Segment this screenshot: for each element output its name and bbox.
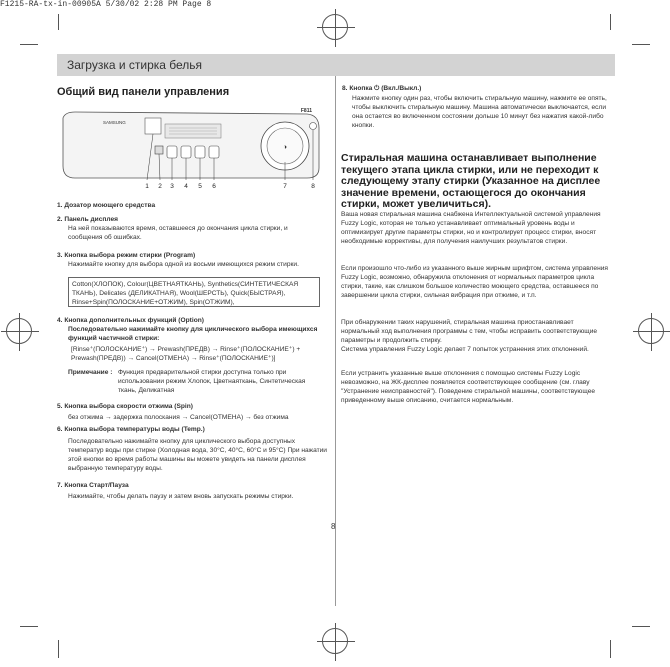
item-4-subtitle: Последовательно нажимайте кнопку для циклического выбора имеющихся функций частичной стирки: (68, 326, 318, 342)
program-list-box: Cotton(ХЛОПОК), Colour(ЦВЕТНАЯТКАНЬ), Synthetics(СИНТЕТИЧЕСКАЯ ТКАНЬ), Delicates (ДЕЛИКАТНАЯ), Wool(ШЕРСТЬ), Quick(БЫСТРАЯ), Rinse+Spin(ПОЛОСКАНИЕ+ОТЖИМ), Spin(ОТЖИМ), (68, 277, 320, 307)
option-cycle: [Rinse⁺(ПОЛОСКАНИЕ⁺) → Prewash(ПРЕДВ) → Rinse⁺(ПОЛОСКАНИЕ⁺) + Prewash(ПРЕДВ)) → Cancel(ОТМЕНА) → Rinse⁺(ПОЛОСКАНИЕ⁺)] (71, 346, 301, 362)
item-4-note: Функция предварительной стирки доступна только при использовании режим Хлопок, Цветнаяткань, Синтетическая ткань, Деликатная (118, 369, 306, 394)
fuzzy-paragraph-2: Если произошло что-либо из указанного выше жирным шрифтом, система управления Fuzzy Logic, возможно, обнаружила отклонения от нормальных параметров цикла стирки, такие, как слишком большое количество моющего средства, оставшееся по завершении цикла стирки, сильная вибрация при отжиме, и т.п. (341, 265, 608, 299)
registration-mark (322, 14, 348, 40)
detergent-drawer (145, 118, 161, 134)
item-8-text: Нажмите кнопку один раз, чтобы включить стиральную машину, нажмите ее опять, чтобы выключить стиральную машину. Машина автоматически выключается, если она остается во включенном состоянии дольше 10 минут без нажатия какой-либо кнопки. (352, 95, 607, 129)
print-header: F1215-RA-tx-in-00905A 5/30/02 2:28 PM Page 8 (0, 0, 212, 9)
item-6-text: Последовательно нажимайте кнопку для циклического выбора доступных температур воды при стирке (Холодная вода, 30°С, 40°С, 60°С и 95°С) При нажатии этой кнопки во время работы машины вы можете увидеть на панели дисплея выбранную температуру воды. (68, 438, 327, 472)
item-8-title: 8. Кнопка ⏻ (Вкл./Выкл.) (342, 85, 422, 92)
brand-label: SAMSUNG (103, 120, 126, 125)
callout-8: 8 (311, 183, 315, 190)
panel-heading: Общий вид панели управления (57, 86, 230, 98)
callout-5: 5 (198, 183, 202, 190)
crop-mark (632, 44, 650, 45)
item-2-text: На ней показываются время, оставшееся до окончания цикла стирки, и сообщения об ошибках. (68, 225, 288, 241)
model-label: F811 (300, 108, 312, 114)
control-panel-diagram (57, 102, 327, 194)
fuzzy-heading: Стиральная машина останавливает выполнение текущего этапа цикла стирки, или не переходит к следующему этапу стирки (Указанное на дисплее значение времени, остающегося до окончания стирки, может увеличиться). (341, 152, 601, 210)
crop-mark (58, 640, 59, 658)
callout-7: 7 (283, 183, 287, 190)
item-6-title: 6. Кнопка выбора температуры воды (Temp.) (57, 426, 205, 433)
item-3-text: Нажимайте кнопку для выбора одной из восьми имеющихся режим стирки. (68, 261, 299, 268)
item-4-title: 4. Кнопка дополнительных функций (Option) (57, 317, 204, 324)
item-7-text: Нажимайте, чтобы делать паузу и затем вновь запускать режимы стирки. (68, 493, 294, 500)
option-button (181, 146, 191, 158)
fuzzy-paragraph-5: Если устранить указанные выше отклонения с помощью системы Fuzzy Logic невозможно, на ЖК-дисплее появляется соответствующее сообщение (см. главу "Устранение неисправностей"). Поведение стиральной машины, соответствующее приведенному выше описанию, считается нормальным. (341, 370, 596, 404)
section-title-bar (57, 54, 615, 76)
registration-mark (6, 318, 32, 344)
callout-4: 4 (184, 183, 188, 190)
crop-mark (20, 626, 38, 627)
item-5-text: без отжима → задержка полоскания → Cancel(ОТМЕНА) → без отжима (68, 414, 289, 421)
callout-2: 2 (158, 183, 162, 190)
item-7-title: 7. Кнопка Старт/Пауза (57, 482, 129, 489)
crop-mark (610, 14, 611, 30)
spin-button (195, 146, 205, 158)
section-title: Загрузка и стирка белья (67, 58, 203, 72)
item-3-title: 3. Кнопка выбора режим стирки (Program) (57, 252, 196, 259)
display-panel (155, 146, 163, 154)
fuzzy-paragraph-3: При обнаружении таких нарушений, стиральная машина приостанавливает нормальный ход выполнения программы с тем, чтобы исправить соответствующие параметры и продолжить стирку. (341, 319, 598, 344)
registration-mark (638, 318, 664, 344)
registration-mark (322, 628, 348, 654)
crop-mark (632, 626, 650, 627)
crop-mark (20, 44, 38, 45)
callout-6: 6 (212, 183, 216, 190)
item-1-title: 1. Дозатор моющего средства (57, 202, 156, 209)
page-number: 8 (331, 522, 336, 531)
item-4-note-label: Примечание : (68, 369, 113, 376)
fuzzy-paragraph-1: Ваша новая стиральная машина снабжена Интеллектуальной системой управления Fuzzy Logic, которая не только устанавливает оптимальный уровень воды и оптимизирует другие параметры стирки, но и контролирует процесс стирки, вносят необходимые коррективы, для получения наилучших результатов стирки. (341, 211, 601, 245)
crop-mark (58, 14, 59, 30)
callout-3: 3 (170, 183, 174, 190)
callout-1: 1 (145, 183, 149, 190)
item-5-title: 5. Кнопка выбора скорости отжима (Spin) (57, 403, 193, 410)
fuzzy-paragraph-4: Система управления Fuzzy Logic делает 7 попыток устранения этих отклонений. (341, 346, 589, 353)
start-pause-icon: ◑ (282, 144, 288, 151)
power-button (310, 123, 317, 130)
crop-mark (610, 640, 611, 658)
temp-button (209, 146, 219, 158)
program-button (167, 146, 177, 158)
item-2-title: 2. Панель дисплея (57, 216, 118, 223)
